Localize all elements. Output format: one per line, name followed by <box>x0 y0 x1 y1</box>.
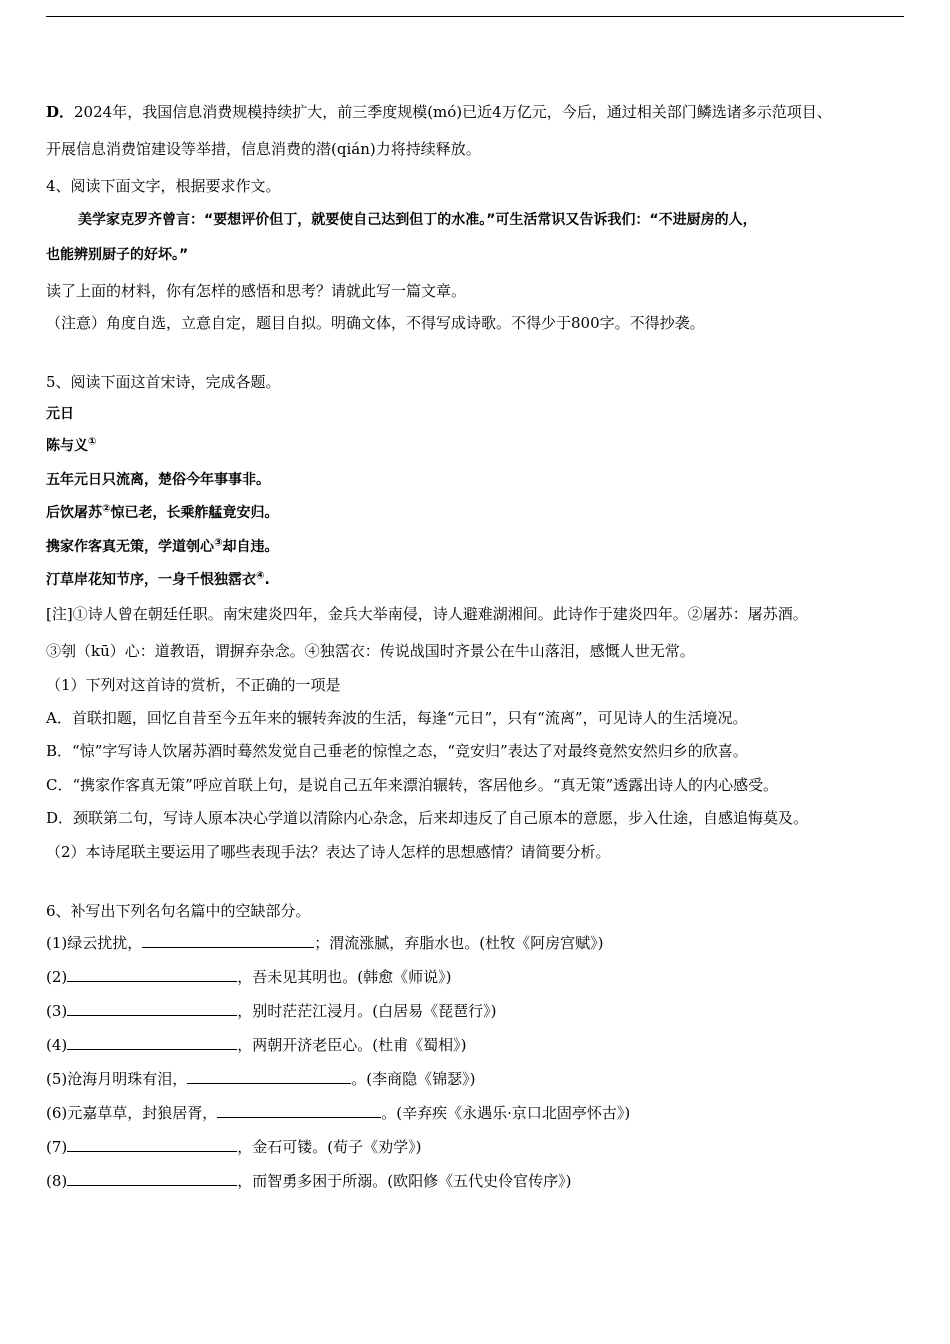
poem-line-2-part-b: 惊已老，长乘舴艋竟安归。 <box>110 505 279 521</box>
poem-line-4-part-b: . <box>264 572 270 588</box>
q6-item-1-blank[interactable] <box>142 933 314 948</box>
footnote-mark-2: ② <box>102 503 111 515</box>
q4-title: 4、阅读下面文字，根据要求作文。 <box>46 177 281 195</box>
option-d-line-1 <box>46 102 832 122</box>
q6-item-6-tail: 。(辛弃疾《永遇乐·京口北固亭怀古》) <box>381 1104 631 1122</box>
q6-item-1 <box>46 933 603 953</box>
q6-item-3-blank[interactable] <box>67 1001 237 1016</box>
poem-line-2-part-a: 后饮屠苏 <box>46 505 102 521</box>
q6-item-8 <box>46 1171 571 1191</box>
q6-item-7-blank[interactable] <box>67 1137 237 1152</box>
q6-item-5-lead: (5)沧海月明珠有泪， <box>46 1070 188 1088</box>
q6-item-7 <box>46 1137 421 1157</box>
q6-item-6-lead: (6)元嘉草草，封狼居胥， <box>46 1104 218 1122</box>
q6-item-4-lead: (4) <box>46 1036 68 1054</box>
q5-option-c: C．“携家作客真无策”呼应首联上句，是说自己五年来漂泊辗转，客居他乡。“真无策”透露出诗人的内心感受。 <box>46 776 779 794</box>
header-rule <box>46 16 904 17</box>
q4-prompt: 读了上面的材料，你有怎样的感悟和思考？请就此写一篇文章。 <box>46 282 467 300</box>
q6-item-8-tail: ，而智勇多困于所溺。(欧阳修《五代史伶官传序》) <box>237 1172 572 1190</box>
q6-item-2-tail: ，吾未见其明也。(韩愈《师说》) <box>237 968 452 986</box>
q4-note: （注意）角度自选，立意自定，题目自拟。明确文体，不得写成诗歌。不得少于800字。不得抄袭。 <box>46 314 705 332</box>
q5-sub-question-2: （2）本诗尾联主要运用了哪些表现手法？表达了诗人怎样的思想感情？请简要分析。 <box>46 843 611 861</box>
poem-title: 元日 <box>46 406 74 422</box>
q6-item-3 <box>46 1001 496 1021</box>
q5-option-b: B．“惊”字写诗人饮屠苏酒时蓦然发觉自己垂老的惊惶之态，“竞安归”表达了对最终竟然安然归乡的欣喜。 <box>46 742 748 760</box>
poem-line-3-part-b: 却自违。 <box>222 539 279 555</box>
q6-item-4-tail: ，两朝开济老臣心。(杜甫《蜀相》) <box>237 1036 467 1054</box>
footnote-mark-4: ④ <box>256 570 265 582</box>
poem-author <box>46 436 96 456</box>
footnote-mark-1: ① <box>88 436 97 448</box>
q6-item-3-lead: (3) <box>46 1002 68 1020</box>
q6-item-6-blank[interactable] <box>217 1103 381 1118</box>
poem-notes-line-1: [注]①诗人曾在朝廷任职。南宋建炎四年，金兵大举南侵，诗人避难湖湘间。此诗作于建炎四年。②屠苏：屠苏酒。 <box>46 605 808 623</box>
q6-item-2 <box>46 967 451 987</box>
poem-line-1: 五年元日只流离，楚俗今年事事非。 <box>46 472 270 488</box>
q6-item-7-lead: (7) <box>46 1138 68 1156</box>
q6-item-1-tail: ；渭流涨腻，弃脂水也。(杜牧《阿房宫赋》) <box>314 934 604 952</box>
q6-item-8-lead: (8) <box>46 1172 68 1190</box>
q5-sub-question-1: （1）下列对这首诗的赏析，不正确的一项是 <box>46 676 341 694</box>
q6-item-6 <box>46 1103 630 1123</box>
option-d-text-1: 2024年，我国信息消费规模持续扩大，前三季度规模(mó)已近4万亿元，今后，通过相关部门鳞选诸多示范项目、 <box>74 103 832 121</box>
q6-item-4-blank[interactable] <box>67 1035 237 1050</box>
q6-item-4 <box>46 1035 466 1055</box>
q6-item-7-tail: ，金石可镂。(荀子《劝学》) <box>237 1138 422 1156</box>
poem-line-2 <box>46 503 278 523</box>
q5-option-a: A．首联扣题，回忆自昔至今五年来的辗转奔波的生活，每逢“元日”，只有“流离”，可见诗人的生活境况。 <box>46 709 748 727</box>
q6-item-5 <box>46 1069 475 1089</box>
option-d-label: D． <box>46 103 75 121</box>
poem-line-3-part-a: 携家作客真无策，学道刳心 <box>46 539 214 555</box>
q4-quote-line-1: 美学家克罗齐曾言：“要想评价但丁，就要使自己达到但丁的水准。”可生活常识又告诉我们：“不进厨房的人， <box>78 212 757 228</box>
q4-quote-line-2: 也能辨别厨子的好坏。” <box>46 247 189 263</box>
q6-item-2-blank[interactable] <box>67 967 237 982</box>
q6-title: 6、补写出下列名句名篇中的空缺部分。 <box>46 902 311 920</box>
poem-line-4 <box>46 570 270 590</box>
q6-item-3-tail: ，别时茫茫江浸月。(白居易《琵琶行》) <box>237 1002 497 1020</box>
poem-notes-line-2: ③刳（kū）心：道教语，谓摒弃杂念。④独霑衣：传说战国时齐景公在牛山落泪，感慨人世无常。 <box>46 642 695 660</box>
option-d-line-2: 开展信息消费馆建设等举措，信息消费的潜(qián)力将持续释放。 <box>46 140 481 158</box>
q6-item-8-blank[interactable] <box>67 1171 237 1186</box>
poem-author-name: 陈与义 <box>46 438 88 454</box>
poem-line-3 <box>46 537 278 557</box>
q5-title: 5、阅读下面这首宋诗，完成各题。 <box>46 373 281 391</box>
q6-item-5-blank[interactable] <box>187 1069 351 1084</box>
q6-item-5-tail: 。(李商隐《锦瑟》) <box>351 1070 476 1088</box>
footnote-mark-3: ③ <box>214 537 223 549</box>
poem-line-4-part-a: 汀草岸花知节序，一身千恨独霑衣 <box>46 572 256 588</box>
q6-item-2-lead: (2) <box>46 968 68 986</box>
q5-option-d: D．颈联第二句，写诗人原本决心学道以清除内心杂念，后来却违反了自己原本的意愿，步入仕途，自感追悔莫及。 <box>46 809 809 827</box>
q6-item-1-lead: (1)绿云扰扰， <box>46 934 143 952</box>
